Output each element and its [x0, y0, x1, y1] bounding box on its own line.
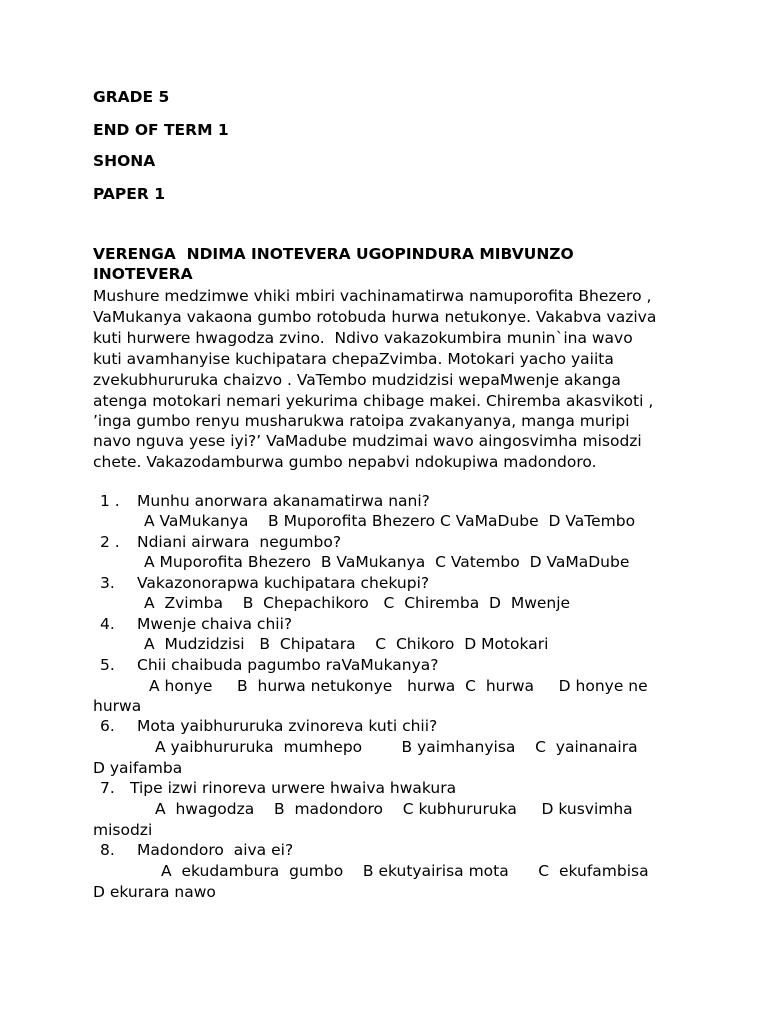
question-number: 3. — [100, 574, 115, 592]
question-number: 4. — [100, 615, 115, 633]
question-options: A yaibhururuka mumhepo B yaimhanyisa C yainanaira — [155, 738, 638, 756]
passage-line: zvekubhururuka chaizvo . VaTembo mudzidzisi wepaMwenje akanga — [93, 371, 621, 389]
passage-line: Mushure medzimwe vhiki mbiri vachinamatirwa namuporofita Bhezero , — [93, 287, 652, 305]
passage-line: ’inga gumbo renyu musharukwa ratoipa zvakanyanya, manga muripi — [93, 412, 630, 430]
question-text: Mwenje chaiva chii? — [137, 615, 293, 633]
term-heading: END OF TERM 1 — [93, 121, 229, 139]
question-options: A Zvimba B Chepachikoro C Chiremba D Mwenje — [144, 594, 571, 612]
instruction-line: INOTEVERA — [93, 265, 193, 283]
question-text: Munhu anorwara akanamatirwa nani? — [137, 492, 430, 510]
question-options: A honye B hurwa netukonye hurwa C hurwa D honye ne — [149, 677, 648, 695]
question-options-continued: D ekurara nawo — [93, 883, 216, 901]
passage-line: kuti avamhanyise kuchipatara chepaZvimba. Motokari yacho yaiita — [93, 350, 614, 368]
question-options: A ekudambura gumbo B ekutyairisa mota C ekufambisa — [161, 862, 649, 880]
passage-line: chete. Vakazodamburwa gumbo nepabvi ndokupiwa madondoro. — [93, 453, 597, 471]
question-options: A Mudzidzisi B Chipatara C Chikoro D Motokari — [144, 635, 549, 653]
question-text: Tipe izwi rinoreva urwere hwaiva hwakura — [130, 779, 457, 797]
question-number: 5. — [100, 656, 115, 674]
paper-heading: PAPER 1 — [93, 185, 165, 203]
question-number: 8. — [100, 841, 115, 859]
question-number: 7. — [100, 779, 115, 797]
question-text: Madondoro aiva ei? — [137, 841, 294, 859]
passage-line: VaMukanya vakaona gumbo rotobuda hurwa netukonye. Vakabva vaziva — [93, 308, 657, 326]
question-options: A Muporofita Bhezero B VaMukanya C Vatembo D VaMaDube — [144, 553, 630, 571]
passage-line: atenga motokari nemari yekurima chibage makei. Chiremba akasvikoti , — [93, 392, 654, 410]
question-options-continued: misodzi — [93, 821, 153, 839]
passage-line: navo nguva yese iyi?’ VaMadube mudzimai wavo aingosvimha misodzi — [93, 432, 642, 450]
grade-heading: GRADE 5 — [93, 88, 170, 106]
question-text: Ndiani airwara negumbo? — [137, 533, 342, 551]
question-text: Mota yaibhururuka zvinoreva kuti chii? — [137, 717, 438, 735]
subject-heading: SHONA — [93, 152, 156, 170]
question-text: Chii chaibuda pagumbo raVaMukanya? — [137, 656, 439, 674]
passage-line: kuti hurwere hwagodza zvino. Ndivo vakazokumbira munin`ina wavo — [93, 329, 633, 347]
question-number: 1 . — [100, 492, 120, 510]
question-options-continued: hurwa — [93, 697, 142, 715]
question-options: A VaMukanya B Muporofita Bhezero C VaMaDube D VaTembo — [144, 512, 636, 530]
question-number: 6. — [100, 717, 115, 735]
instruction-line: VERENGA NDIMA INOTEVERA UGOPINDURA MIBVUNZO — [93, 245, 574, 263]
question-number: 2 . — [100, 533, 120, 551]
question-options: A hwagodza B madondoro C kubhururuka D kusvimha — [155, 800, 633, 818]
question-text: Vakazonorapwa kuchipatara chekupi? — [137, 574, 430, 592]
question-options-continued: D yaifamba — [93, 759, 183, 777]
